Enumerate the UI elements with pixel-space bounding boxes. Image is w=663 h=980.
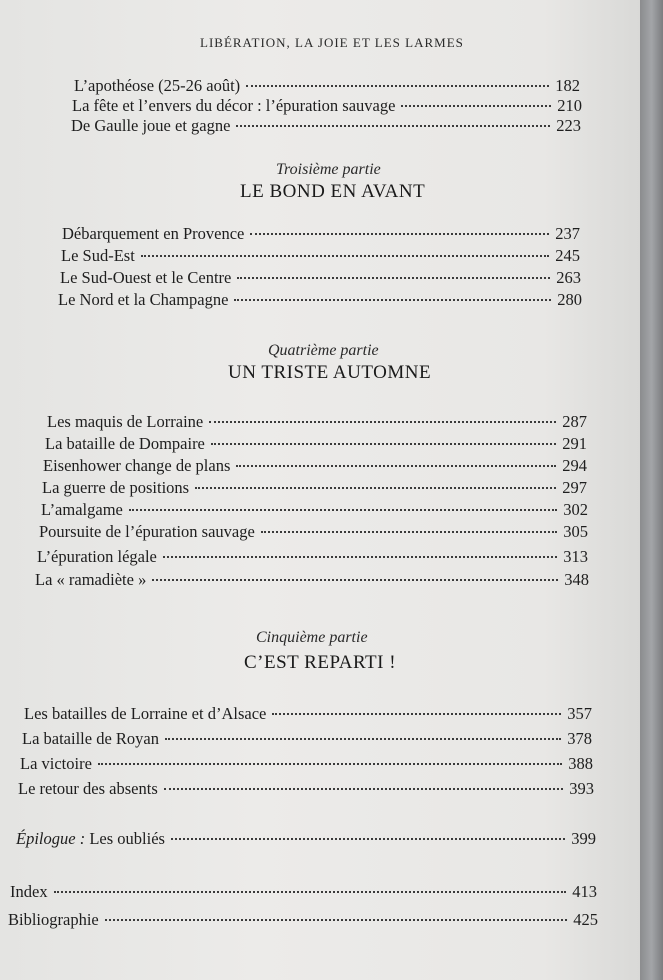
toc-entry [35,570,589,590]
toc-entry [45,434,587,454]
toc-entry-title: L’apothéose (25-26 août) [74,76,241,95]
leader-dots [54,891,567,893]
leader-dots [195,487,556,489]
toc-entry-title: Poursuite de l’épuration sauvage [39,522,255,541]
leader-dots [261,531,557,533]
toc-entry [47,412,587,432]
toc-entry-title: La « ramadiète » [35,570,147,589]
toc-entry-page: 237 [555,224,580,243]
toc-entry-title: Le Nord et la Champagne [58,290,229,309]
toc-entry-title: L’épuration légale [37,547,157,566]
toc-entry-title: Bibliographie [8,910,99,929]
toc-entry [20,754,593,774]
toc-entry-page: 393 [569,779,594,798]
toc-entry-page: 399 [571,829,596,848]
toc-entry-title: Le retour des absents [18,779,158,798]
toc-entry [58,290,582,310]
part-title: C’EST REPARTI ! [244,652,397,673]
toc-entry-title: Les batailles de Lorraine et d’Alsace [24,704,267,723]
toc-entry-page: 388 [568,754,593,773]
toc-entry-title: La victoire [20,754,92,773]
toc-entry-page: 413 [572,882,597,901]
toc-entry-page: 287 [562,412,587,431]
toc-entry [62,224,580,244]
toc-entry-page: 291 [562,434,587,453]
leader-dots [98,763,562,765]
toc-entry-page: 245 [555,246,580,265]
toc-entry [72,96,582,116]
leader-dots [105,919,568,921]
toc-entry-page: 302 [563,500,588,519]
toc-entry [22,729,592,749]
leader-dots [250,233,549,235]
part-label: Quatrième partie [268,342,379,359]
part-title: LE BOND EN AVANT [240,181,426,202]
toc-entry-title: Le Sud-Ouest et le Centre [60,268,232,287]
leader-dots [401,105,551,107]
toc-entry-title: Les oubliés [89,829,165,848]
leader-dots [272,713,561,715]
toc-entry-title: La guerre de positions [42,478,190,497]
toc-entry [18,779,594,799]
toc-entry-page: 297 [562,478,587,497]
toc-entry-page: 280 [557,290,582,309]
leader-dots [163,556,557,558]
leader-dots [236,125,550,127]
toc-entry [74,76,580,96]
toc-entry [61,246,580,266]
toc-entry [39,522,588,542]
toc-entry-title: Le Sud-Est [61,246,135,265]
toc-entry-page: 313 [563,547,588,566]
toc-entry [10,882,597,902]
toc-entry [37,547,588,567]
leader-dots [164,788,564,790]
leader-dots [152,579,558,581]
leader-dots [246,85,549,87]
toc-entry [71,116,581,136]
leader-dots [165,738,561,740]
toc-entry [24,704,592,724]
epilogue-label: Épilogue : [16,829,86,848]
toc-entry-page: 425 [573,910,598,929]
toc-entry [41,500,588,520]
part-label: Troisième partie [276,161,381,178]
toc-entry-title: La bataille de Dompaire [45,434,205,453]
toc-entry-title: Eisenhower change de plans [43,456,231,475]
toc-entry-epilogue [16,829,596,849]
toc-entry [60,268,581,288]
toc-entry-page: 294 [562,456,587,475]
leader-dots [129,509,557,511]
toc-entry-page: 182 [555,76,580,95]
leader-dots [234,299,551,301]
leader-dots [236,465,556,467]
part-title: UN TRISTE AUTOMNE [228,362,432,383]
toc-entry-page: 305 [563,522,588,541]
toc-entry [43,456,587,476]
toc-entry-title: Les maquis de Lorraine [47,412,204,431]
toc-entry-title: L’amalgame [41,500,123,519]
toc-entry-page: 210 [557,96,582,115]
toc-entry [8,910,598,930]
leader-dots [237,277,550,279]
toc-entry-title: De Gaulle joue et gagne [71,116,231,135]
toc-entry-page: 348 [564,570,589,589]
leader-dots [211,443,556,445]
book-edge [640,0,663,980]
leader-dots [209,421,556,423]
part-label: Cinquième partie [256,629,368,646]
toc-entry-title: La fête et l’envers du décor : l’épuration sauvage [72,96,396,115]
toc-entry-page: 223 [556,116,581,135]
toc-entry-page: 357 [567,704,592,723]
toc-entry-title: Index [10,882,48,901]
toc-entry [42,478,587,498]
toc-entry-title: Débarquement en Provence [62,224,245,243]
toc-entry-page: 378 [567,729,592,748]
running-head: LIBÉRATION, LA JOIE ET LES LARMES [200,35,464,50]
toc-entry-title: La bataille de Royan [22,729,159,748]
leader-dots [171,838,565,840]
toc-entry-page: 263 [556,268,581,287]
leader-dots [141,255,549,257]
